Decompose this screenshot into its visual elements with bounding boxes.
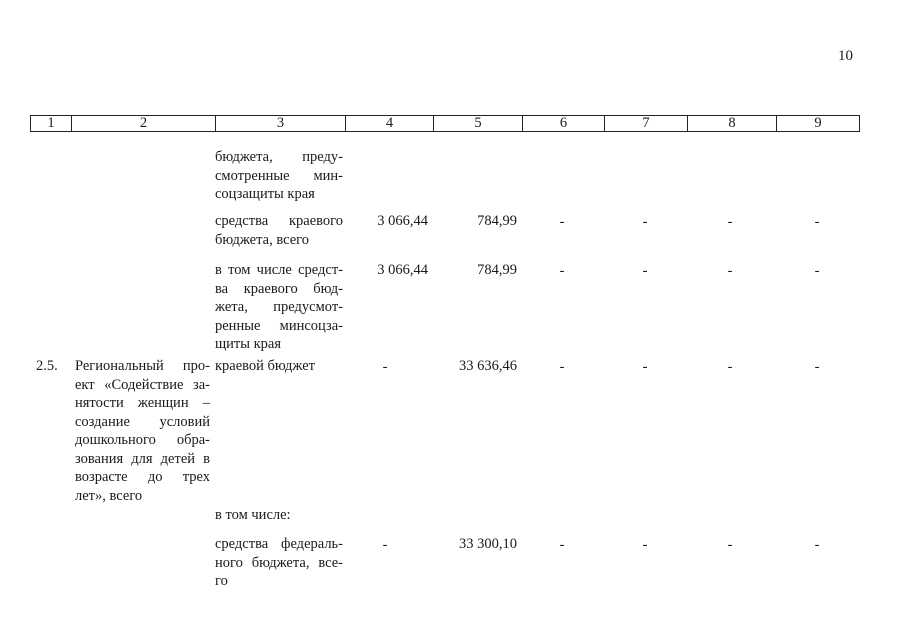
row-5-col5: 33 300,10 xyxy=(459,536,517,552)
row-1-col6: - xyxy=(559,214,565,230)
table-header-row xyxy=(30,115,860,132)
header-col-2: 2 xyxy=(72,116,216,131)
row-5-col8: - xyxy=(727,537,733,553)
row-2-col9: - xyxy=(814,263,820,279)
row-1-col7: - xyxy=(642,214,648,230)
row-3-col6: - xyxy=(559,359,565,375)
row-2-col6: - xyxy=(559,263,565,279)
header-col-4: 4 xyxy=(346,116,434,131)
header-col-9: 9 xyxy=(814,115,822,131)
row-3-col5: 33 636,46 xyxy=(459,358,517,374)
row-1-col3: средства краевого бюджета, всего xyxy=(215,213,343,248)
row-0-col3: бюджета, преду- смотренные мин- соцзащиты края xyxy=(215,149,343,202)
row-2-col4: 3 066,44 xyxy=(377,262,428,278)
header-col-7: 7 xyxy=(605,116,688,131)
row-5-col6: - xyxy=(559,537,565,553)
row-3-col3: краевой бюджет xyxy=(215,358,315,374)
row-2-col5: 784,99 xyxy=(477,262,517,278)
row-3-col8: - xyxy=(727,359,733,375)
row-1-col8: - xyxy=(727,214,733,230)
row-4-col3: в том числе: xyxy=(215,507,291,523)
row-3-col1: 2.5. xyxy=(36,358,58,374)
header-col-5: 5 xyxy=(434,116,523,131)
row-1-col9: - xyxy=(814,214,820,230)
row-2-col3: в том числе средст- ва краевого бюд- жета, предусмот- ренные минсоцза- щиты края xyxy=(215,262,343,352)
row-2-col8: - xyxy=(727,263,733,279)
row-2-col7: - xyxy=(642,263,648,279)
row-5-col9: - xyxy=(814,537,820,553)
header-col-1: 1 xyxy=(31,116,72,131)
header-col-8: 8 xyxy=(688,116,777,131)
page-number: 10 xyxy=(838,48,853,64)
row-5-col4: - xyxy=(382,537,388,553)
row-1-col4: 3 066,44 xyxy=(377,213,428,229)
row-3-col7: - xyxy=(642,359,648,375)
header-col-3: 3 xyxy=(216,116,346,131)
row-3-col9: - xyxy=(814,359,820,375)
row-3-col4: - xyxy=(382,359,388,375)
header-col-6: 6 xyxy=(523,116,605,131)
row-5-col7: - xyxy=(642,537,648,553)
row-5-col3: средства федераль- ного бюджета, все- го xyxy=(215,536,343,589)
row-1-col5: 784,99 xyxy=(477,213,517,229)
row-3-col2: Региональный про- ект «Содействие за- нятости женщин – создание условий дошкольного обра- зования для детей в возрасте до трех лет», всего xyxy=(75,358,210,504)
